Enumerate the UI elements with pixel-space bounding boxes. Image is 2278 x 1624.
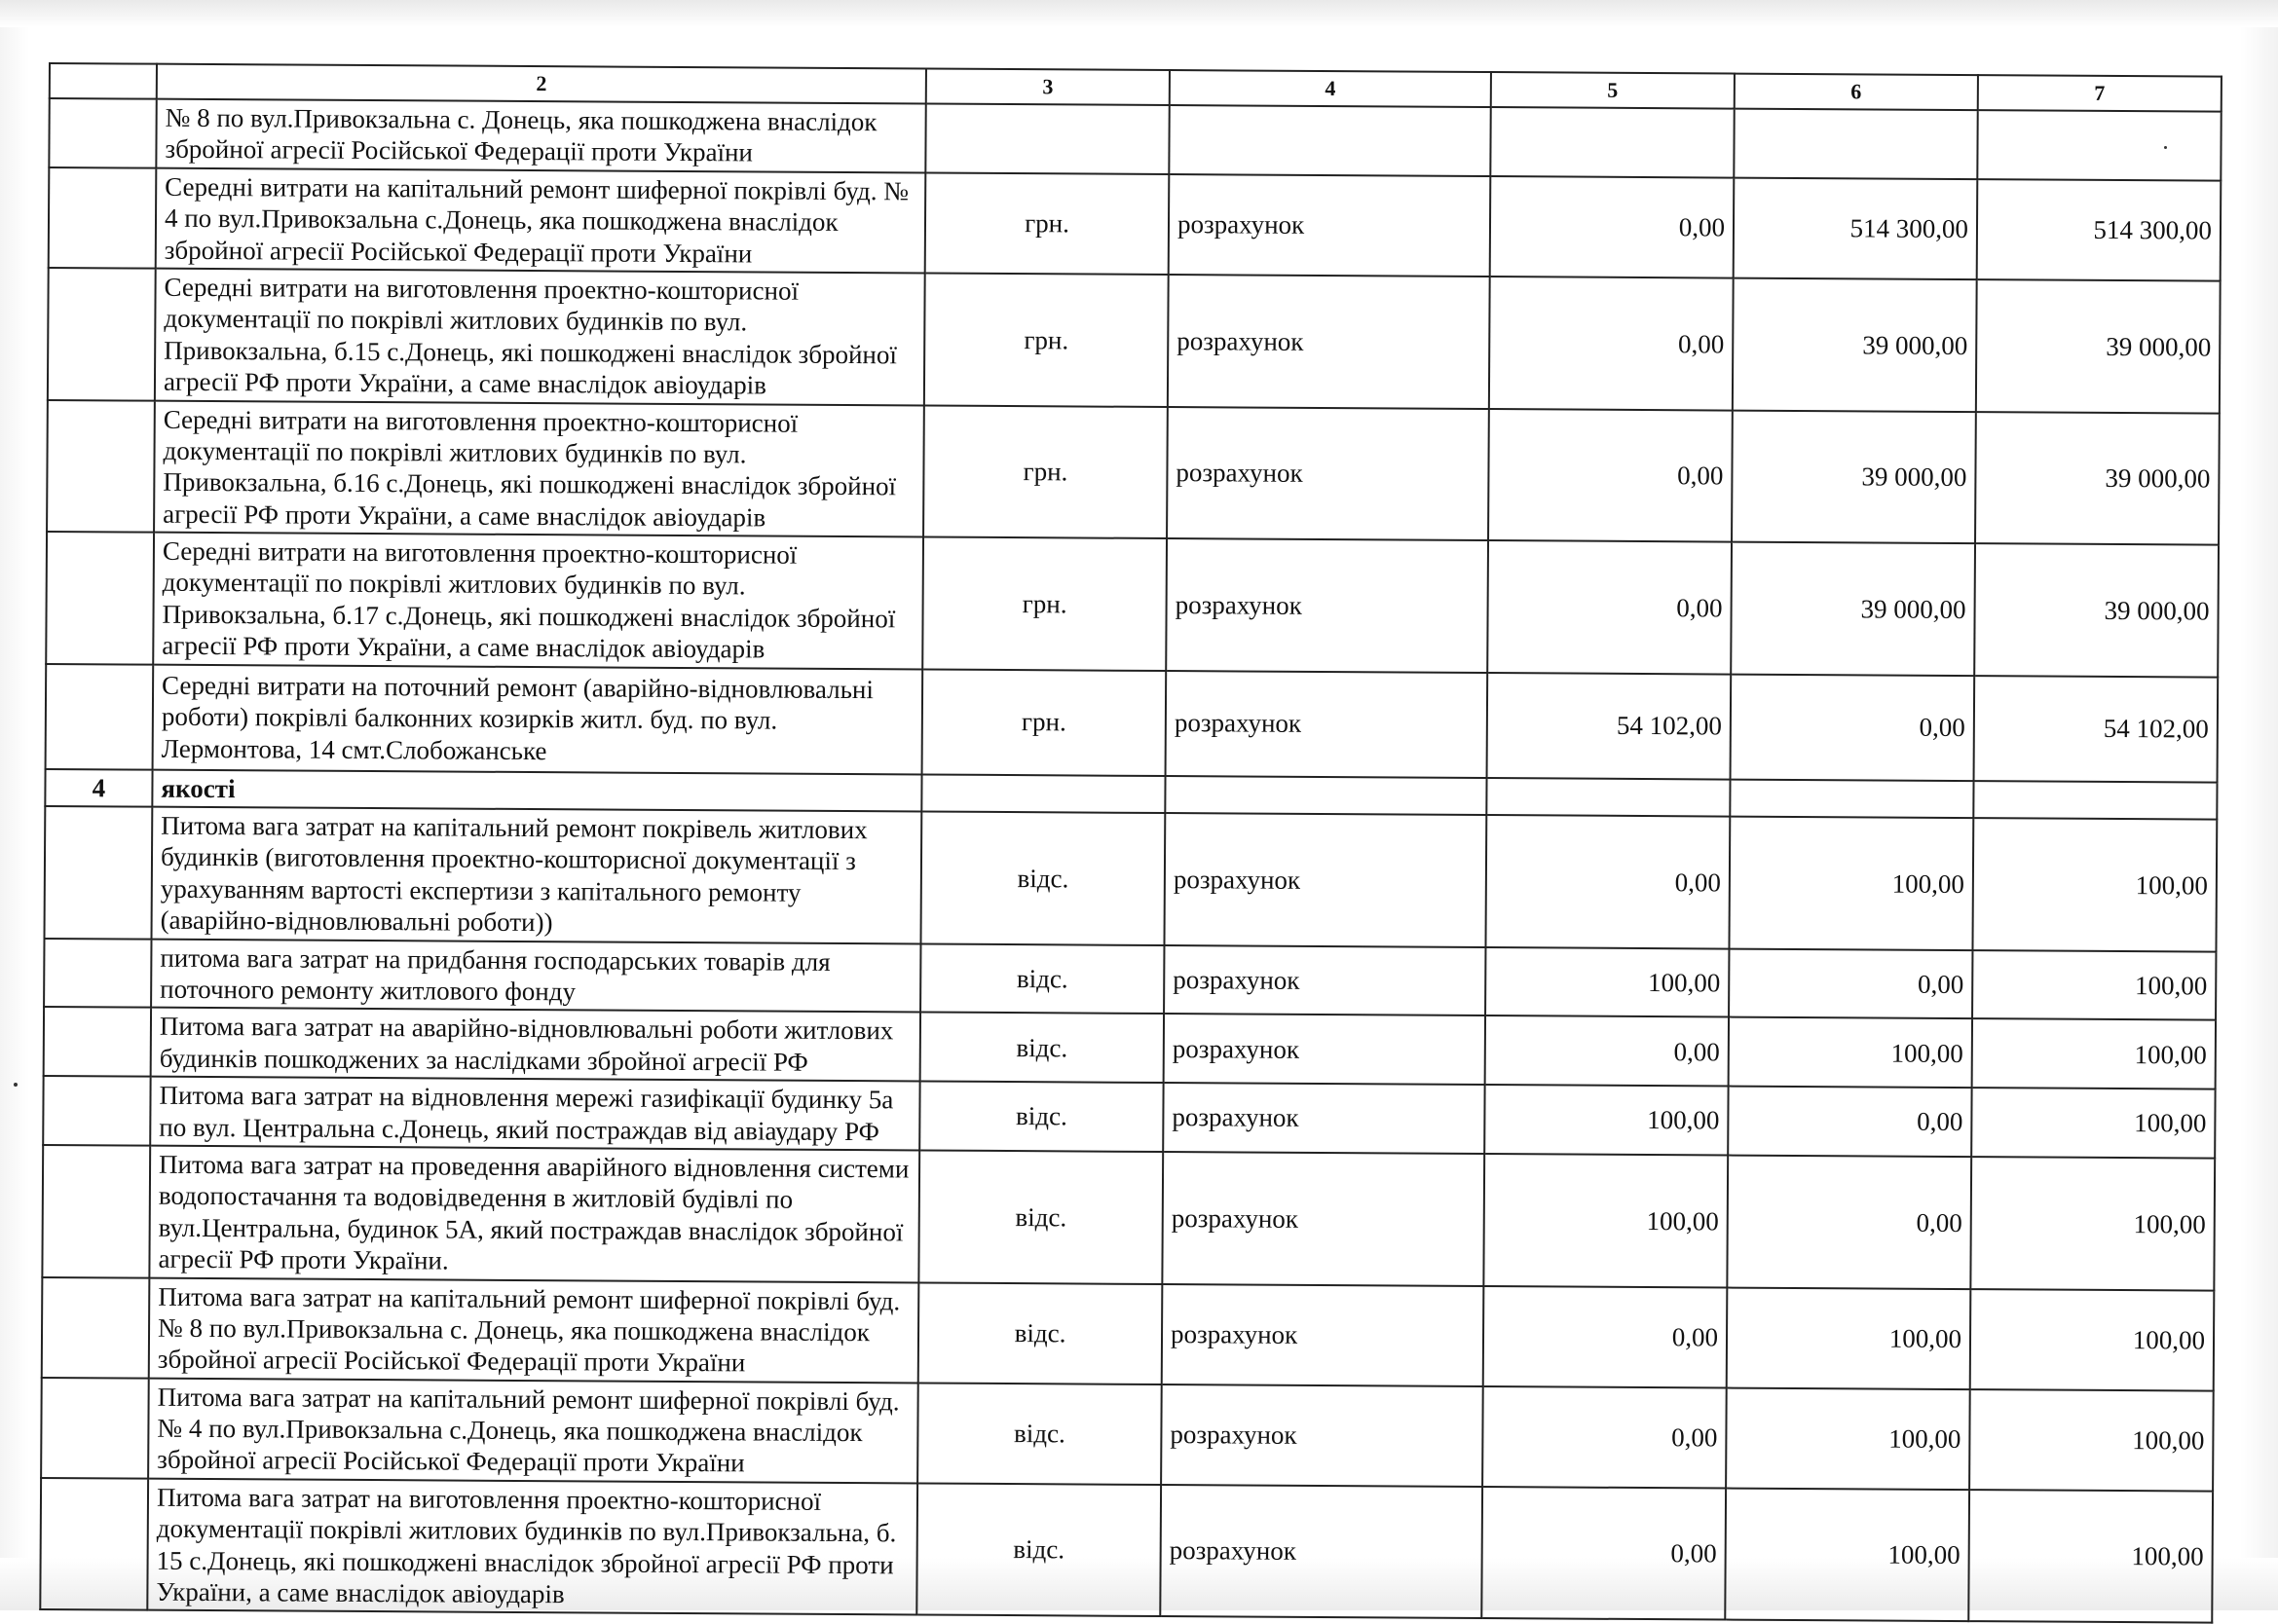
cell-v5: 0,00 xyxy=(1487,540,1732,674)
cell-source: розрахунок xyxy=(1164,813,1486,947)
cell-v5: 0,00 xyxy=(1488,409,1733,542)
cell-v5: 0,00 xyxy=(1483,1286,1728,1388)
scan-speck xyxy=(14,1083,18,1087)
cell-name: питома вага затрат на придбання господарських товарів для поточного ремонту житлового фонду xyxy=(151,939,920,1013)
cell-unit: відс. xyxy=(918,1282,1163,1384)
cell-name: якості xyxy=(152,769,921,811)
cell-v5: 0,00 xyxy=(1489,277,1734,410)
cell-source: розрахунок xyxy=(1167,407,1489,541)
cell-num: 4 xyxy=(45,769,152,807)
table-row xyxy=(41,1378,2214,1492)
column-number-header: 3 xyxy=(926,69,1170,106)
cell-name: № 8 по вул.Привокзальна с. Донець, яка пошкоджена внаслідок збройної агресії Російської Федерації проти України xyxy=(156,99,925,173)
cell-v5: 100,00 xyxy=(1483,1154,1728,1287)
cell-num xyxy=(49,167,157,269)
column-number-header: 5 xyxy=(1491,72,1735,109)
cell-v7: 514 300,00 xyxy=(1977,179,2222,281)
table-row xyxy=(40,1478,2213,1623)
cell-source: розрахунок xyxy=(1166,671,1488,778)
table-row xyxy=(44,939,2216,1020)
scan-speck xyxy=(2164,146,2167,149)
cell-v5: 0,00 xyxy=(1481,1487,1726,1620)
table-row xyxy=(44,1007,2216,1089)
cell-v7: 100,00 xyxy=(1969,1389,2214,1492)
cell-v6: 0,00 xyxy=(1727,1155,1971,1288)
table-row xyxy=(49,98,2221,180)
cell-v7: 54 102,00 xyxy=(1974,676,2219,783)
cell-name: Питома вага затрат на відновлення мережі газифікації будинку 5а по вул. Центральна с.Донець, який постраждав від авіаудару РФ xyxy=(150,1077,919,1151)
cell-name: Питома вага затрат на виготовлення проектно-кошторисної документації покрівлі житлових будинків по вул.Привокзальна, б. 15 с.Донець, які пошкоджені внаслідок збройної агресії РФ проти України, а саме внаслідок авіоударів xyxy=(147,1478,917,1614)
cell-v5 xyxy=(1486,778,1730,817)
cell-name: Питома вага затрат на капітальний ремонт покрівель житлових будинків (виготовлення проектно-кошторисної документації з урахуванням вартості експертизи з капітального ремонту (аварійно-відновлювальні роботи)) xyxy=(152,807,922,943)
column-number-header xyxy=(50,63,157,99)
cell-num xyxy=(46,664,154,770)
cell-name: Питома вага затрат на проведення аварійного відновлення системи водопостачання та водовідведення в житловій будівлі по вул.Центральна, будинок 5А, який постраждав внаслідок збройної агресії РФ проти України. xyxy=(149,1146,919,1282)
cell-v7 xyxy=(1973,781,2217,820)
cell-name: Питома вага затрат на аварійно-відновлювальні роботи житлових будинків пошкоджених за наслідками збройної агресії РФ xyxy=(151,1008,920,1082)
table-row xyxy=(42,1145,2215,1290)
cell-v5: 100,00 xyxy=(1484,1085,1728,1155)
cell-v7: 100,00 xyxy=(1971,1088,2215,1158)
cell-unit: грн. xyxy=(924,273,1169,406)
cell-v6: 514 300,00 xyxy=(1734,177,1978,279)
table-row xyxy=(48,268,2221,413)
cell-source xyxy=(1169,105,1490,176)
cell-v5: 0,00 xyxy=(1485,1015,1729,1086)
cell-v7: 39 000,00 xyxy=(1976,279,2221,413)
cell-v5: 0,00 xyxy=(1485,815,1730,948)
cell-num xyxy=(49,98,156,167)
cell-source: розрахунок xyxy=(1168,275,1490,409)
cell-num xyxy=(41,1378,149,1479)
cell-v7: 100,00 xyxy=(1968,1490,2213,1623)
cell-v7: 39 000,00 xyxy=(1975,412,2220,545)
scan-top-edge xyxy=(0,0,2278,27)
cell-name: Питома вага затрат на капітальний ремонт шиферної покрівлі буд. № 4 по вул.Привокзальна с.Донець, яка пошкоджена внаслідок збройної агресії Російської Федерації проти України xyxy=(148,1378,918,1483)
cell-v5: 0,00 xyxy=(1490,176,1735,278)
cell-v6: 39 000,00 xyxy=(1733,278,1977,412)
table-row xyxy=(46,532,2219,677)
cell-source: розрахунок xyxy=(1162,1284,1484,1386)
cell-v6: 100,00 xyxy=(1729,817,1973,950)
cell-name: Середні витрати на виготовлення проектно-кошторисної документації по покрівлі житлових будинків по вул. Привокзальна, б.16 с.Донець, які пошкоджені внаслідок збройної агресії РФ проти України, а саме внаслідок авіоударів xyxy=(154,400,924,536)
cell-v6: 100,00 xyxy=(1726,1387,1970,1490)
cell-unit: грн. xyxy=(923,405,1168,538)
cell-name: Середні витрати на поточний ремонт (аварійно-відновлювальні роботи) покрівлі балконних козирків житл. буд. по вул. Лермонтова, 14 смт.Слобожанське xyxy=(153,664,923,774)
column-number-header: 6 xyxy=(1735,74,1978,111)
cell-num xyxy=(46,532,154,664)
cell-name: Питома вага затрат на капітальний ремонт шиферної покрівлі буд. № 8 по вул.Привокзальна с. Донець, яка пошкоджена внаслідок збройної агресії Російської Федерації проти України xyxy=(149,1277,919,1383)
cell-unit: грн. xyxy=(922,537,1167,671)
cell-v7: 100,00 xyxy=(1972,818,2217,951)
cell-num xyxy=(42,1276,150,1378)
cell-v6: 0,00 xyxy=(1728,1087,1971,1157)
cell-v6 xyxy=(1734,109,1977,179)
cell-num xyxy=(47,400,155,533)
cell-source xyxy=(1165,776,1486,815)
cell-unit: грн. xyxy=(922,669,1167,776)
cell-unit xyxy=(921,774,1165,813)
cell-source: розрахунок xyxy=(1164,1014,1485,1085)
indicators-table xyxy=(39,62,2222,1624)
cell-v7 xyxy=(1977,110,2221,180)
cell-v7: 100,00 xyxy=(1972,1018,2216,1089)
cell-source: розрахунок xyxy=(1163,1083,1484,1154)
cell-v5: 54 102,00 xyxy=(1487,673,1732,780)
cell-v5: 0,00 xyxy=(1482,1386,1727,1489)
cell-v6: 0,00 xyxy=(1731,674,1975,781)
cell-unit xyxy=(925,104,1169,174)
cell-v5: 100,00 xyxy=(1485,947,1729,1017)
cell-unit: відс. xyxy=(920,812,1165,945)
cell-v7: 39 000,00 xyxy=(1974,543,2219,677)
table-row xyxy=(49,167,2222,281)
cell-source: розрахунок xyxy=(1161,1384,1483,1487)
cell-source: розрахунок xyxy=(1160,1485,1482,1619)
cell-v6: 100,00 xyxy=(1725,1488,1969,1621)
cell-source: розрахунок xyxy=(1164,945,1485,1016)
cell-num xyxy=(45,806,153,939)
cell-v6 xyxy=(1730,779,1973,818)
cell-v6: 39 000,00 xyxy=(1731,542,1975,676)
cell-name: Середні витрати на виготовлення проектно-кошторисної документації по покрівлі житлових будинків по вул. Привокзальна, б.17 с.Донець, які пошкоджені внаслідок збройної агресії РФ проти України, а саме внаслідок авіоударів xyxy=(153,533,923,669)
cell-v6: 0,00 xyxy=(1729,948,1972,1018)
table-row xyxy=(42,1276,2215,1390)
cell-num xyxy=(42,1145,150,1277)
cell-unit: відс. xyxy=(919,1082,1163,1152)
cell-num xyxy=(44,1007,151,1076)
cell-v6: 100,00 xyxy=(1729,1017,1972,1088)
cell-unit: грн. xyxy=(925,172,1170,275)
cell-unit: відс. xyxy=(917,1383,1162,1485)
cell-unit: відс. xyxy=(920,1013,1164,1083)
table-row xyxy=(46,664,2219,783)
cell-v7: 100,00 xyxy=(1970,1289,2215,1391)
cell-v5 xyxy=(1490,107,1734,177)
cell-source: розрахунок xyxy=(1166,538,1488,673)
cell-unit: відс. xyxy=(920,943,1164,1014)
column-number-header: 7 xyxy=(1978,75,2222,112)
table-row xyxy=(47,400,2220,545)
column-number-header: 2 xyxy=(157,64,926,104)
cell-v7: 100,00 xyxy=(1970,1157,2215,1290)
cell-v6: 39 000,00 xyxy=(1732,410,1976,543)
table-row xyxy=(45,806,2218,951)
cell-unit: відс. xyxy=(918,1150,1163,1283)
cell-num xyxy=(43,1076,150,1145)
cell-num xyxy=(40,1478,148,1610)
cell-num xyxy=(44,939,151,1008)
column-number-header: 4 xyxy=(1170,70,1491,107)
cell-name: Середні витрати на капітальний ремонт шиферної покрівлі буд. № 4 по вул.Привокзальна с.Донець, яка пошкоджена внаслідок збройної агресії Російської Федерації проти України xyxy=(156,167,926,273)
cell-source: розрахунок xyxy=(1162,1152,1484,1286)
cell-source: розрахунок xyxy=(1169,174,1491,277)
cell-v7: 100,00 xyxy=(1972,950,2216,1020)
cell-name: Середні витрати на виготовлення проектно-кошторисної документації по покрівлі житлових будинків по вул. Привокзальна, б.15 с.Донець, які пошкоджені внаслідок збройної агресії РФ проти України, а саме внаслідок авіоударів xyxy=(155,269,925,405)
table-row xyxy=(43,1076,2215,1158)
cell-unit: відс. xyxy=(916,1483,1161,1616)
cell-v6: 100,00 xyxy=(1727,1287,1971,1389)
cell-num xyxy=(48,268,156,400)
